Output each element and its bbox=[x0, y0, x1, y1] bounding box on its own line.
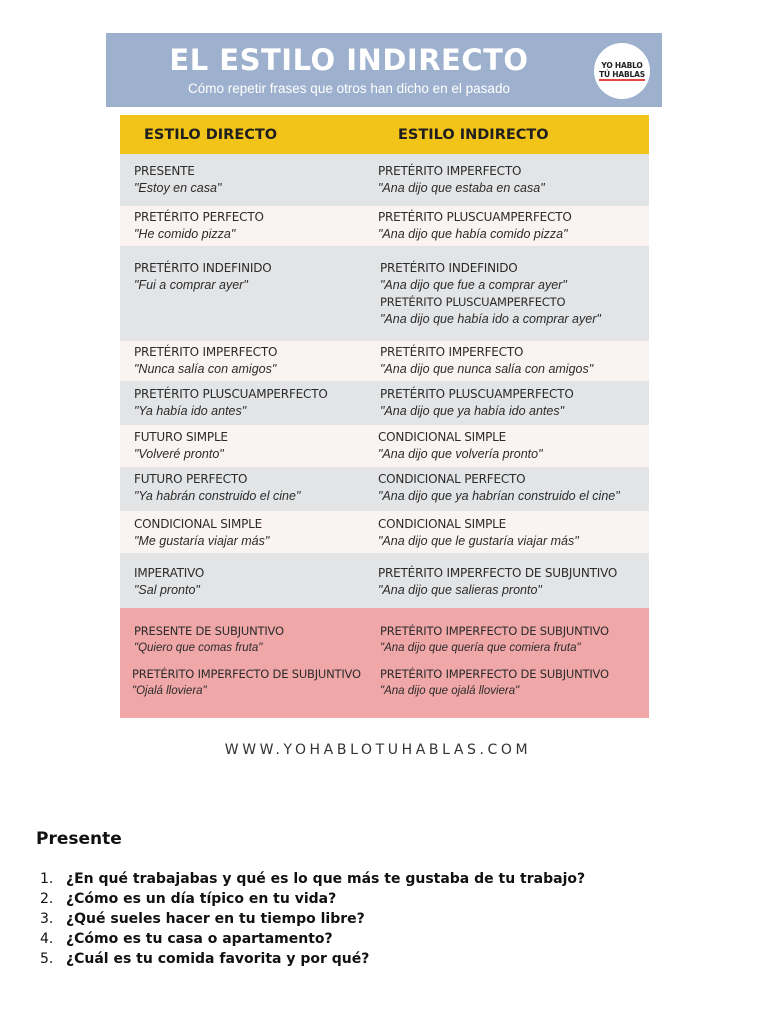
infographic bbox=[106, 33, 662, 697]
direct-example: "Ya habrán construido el cine" bbox=[134, 489, 301, 503]
indirect-tense: PRETÉRITO IMPERFECTO DE SUBJUNTIVO bbox=[380, 624, 609, 638]
direct-tense: PRETÉRITO IMPERFECTO DE SUBJUNTIVO bbox=[132, 667, 361, 681]
list-item bbox=[40, 929, 585, 949]
indirect-example: "Ana dijo que salieras pronto" bbox=[378, 583, 542, 597]
header-estilo-directo: ESTILO DIRECTO bbox=[144, 126, 278, 143]
direct-example: "Estoy en casa" bbox=[134, 181, 222, 195]
direct-example: "Nunca salía con amigos" bbox=[134, 362, 277, 376]
direct-tense: FUTURO SIMPLE bbox=[134, 430, 228, 444]
list-item bbox=[40, 889, 585, 909]
table-row bbox=[120, 467, 649, 511]
indirect-tense-alt: PRETÉRITO PLUSCUAMPERFECTO bbox=[380, 295, 566, 309]
direct-tense: PRETÉRITO PLUSCUAMPERFECTO bbox=[134, 387, 328, 401]
indirect-example: "Ana dijo que ya habrían construido el cine" bbox=[378, 489, 620, 503]
table-row bbox=[120, 553, 649, 608]
question-list bbox=[40, 869, 585, 969]
indirect-example: "Ana dijo que había comido pizza" bbox=[378, 227, 568, 241]
direct-example: "Me gustaría viajar más" bbox=[134, 534, 270, 548]
indirect-example: "Ana dijo que nunca salía con amigos" bbox=[380, 362, 594, 376]
section-title: Presente bbox=[36, 829, 122, 849]
direct-tense: PRETÉRITO INDEFINIDO bbox=[134, 261, 272, 275]
question-text: ¿Cómo es un día típico en tu vida? bbox=[66, 891, 337, 907]
indirect-tense: PRETÉRITO IMPERFECTO bbox=[380, 345, 524, 359]
indirect-tense: PRETÉRITO IMPERFECTO bbox=[378, 164, 522, 178]
website-url: WWW.YOHABLOTUHABLAS.COM bbox=[224, 742, 532, 758]
logo-text-line2: TÚ HABLAS bbox=[599, 70, 645, 79]
table-row bbox=[120, 154, 649, 206]
question-number: 5. bbox=[40, 951, 54, 967]
list-item bbox=[40, 949, 585, 969]
question-text: ¿Cómo es tu casa o apartamento? bbox=[66, 931, 333, 947]
table-row bbox=[120, 206, 649, 246]
indirect-tense: PRETÉRITO INDEFINIDO bbox=[380, 261, 518, 275]
question-number: 1. bbox=[40, 871, 54, 887]
table-row bbox=[120, 657, 649, 700]
question-number: 3. bbox=[40, 911, 54, 927]
direct-tense: PRETÉRITO IMPERFECTO bbox=[134, 345, 278, 359]
title-banner bbox=[106, 33, 662, 107]
table-row bbox=[120, 341, 649, 381]
direct-tense: CONDICIONAL SIMPLE bbox=[134, 517, 263, 531]
banner-subtitle: Cómo repetir frases que otros han dicho en el pasado bbox=[188, 81, 510, 96]
question-number: 4. bbox=[40, 931, 54, 947]
header-estilo-indirecto: ESTILO INDIRECTO bbox=[398, 126, 549, 143]
direct-example: "Volveré pronto" bbox=[134, 447, 224, 461]
direct-example: "Fui a comprar ayer" bbox=[134, 278, 248, 292]
list-item bbox=[40, 909, 585, 929]
indirect-tense: CONDICIONAL SIMPLE bbox=[378, 517, 507, 531]
indirect-example: "Ana dijo que estaba en casa" bbox=[378, 181, 545, 195]
indirect-example: "Ana dijo que quería que comiera fruta" bbox=[380, 642, 581, 654]
question-text: ¿Qué sueles hacer en tu tiempo libre? bbox=[66, 911, 365, 927]
indirect-example: "Ana dijo que fue a comprar ayer" bbox=[380, 278, 567, 292]
question-text: ¿En qué trabajabas y qué es lo que más te gustaba de tu trabajo? bbox=[66, 871, 586, 887]
subjunctive-block bbox=[120, 608, 649, 718]
indirect-tense: PRETÉRITO IMPERFECTO DE SUBJUNTIVO bbox=[378, 566, 618, 580]
list-item bbox=[40, 869, 585, 889]
direct-example: "Quiero que comas fruta" bbox=[134, 642, 263, 654]
table-row bbox=[120, 608, 649, 657]
direct-example: "Sal pronto" bbox=[134, 583, 200, 597]
direct-tense: FUTURO PERFECTO bbox=[134, 472, 248, 486]
indirect-tense: PRETÉRITO PLUSCUAMPERFECTO bbox=[378, 210, 572, 224]
indirect-example-alt: "Ana dijo que había ido a comprar ayer" bbox=[380, 312, 601, 326]
direct-tense: PRESENTE DE SUBJUNTIVO bbox=[134, 624, 284, 638]
table-row bbox=[120, 381, 649, 425]
indirect-example: "Ana dijo que le gustaría viajar más" bbox=[378, 534, 579, 548]
direct-tense: PRESENTE bbox=[134, 164, 195, 178]
direct-example: "Ojalá lloviera" bbox=[132, 685, 207, 697]
direct-tense: PRETÉRITO PERFECTO bbox=[134, 210, 264, 224]
question-number: 2. bbox=[40, 891, 54, 907]
table-row bbox=[120, 425, 649, 467]
direct-example: "Ya había ido antes" bbox=[134, 404, 247, 418]
direct-tense: IMPERATIVO bbox=[134, 566, 205, 580]
table-header bbox=[120, 115, 649, 154]
indirect-tense: PRETÉRITO IMPERFECTO DE SUBJUNTIVO bbox=[380, 667, 609, 681]
indirect-tense: CONDICIONAL SIMPLE bbox=[378, 430, 507, 444]
indirect-example: "Ana dijo que ya había ido antes" bbox=[380, 404, 565, 418]
indirect-tense: CONDICIONAL PERFECTO bbox=[378, 472, 526, 486]
banner-title: EL ESTILO INDIRECTO bbox=[169, 43, 529, 77]
indirect-example: "Ana dijo que ojalá lloviera" bbox=[380, 685, 520, 697]
direct-example: "He comido pizza" bbox=[134, 227, 236, 241]
logo-text-line1: YO HABLO bbox=[601, 61, 643, 70]
brand-logo bbox=[594, 43, 650, 99]
question-text: ¿Cuál es tu comida favorita y por qué? bbox=[66, 951, 370, 967]
table-row bbox=[120, 246, 649, 341]
indirect-example: "Ana dijo que volvería pronto" bbox=[378, 447, 543, 461]
tense-table bbox=[120, 115, 649, 718]
table-row bbox=[120, 511, 649, 553]
indirect-tense: PRETÉRITO PLUSCUAMPERFECTO bbox=[380, 387, 574, 401]
